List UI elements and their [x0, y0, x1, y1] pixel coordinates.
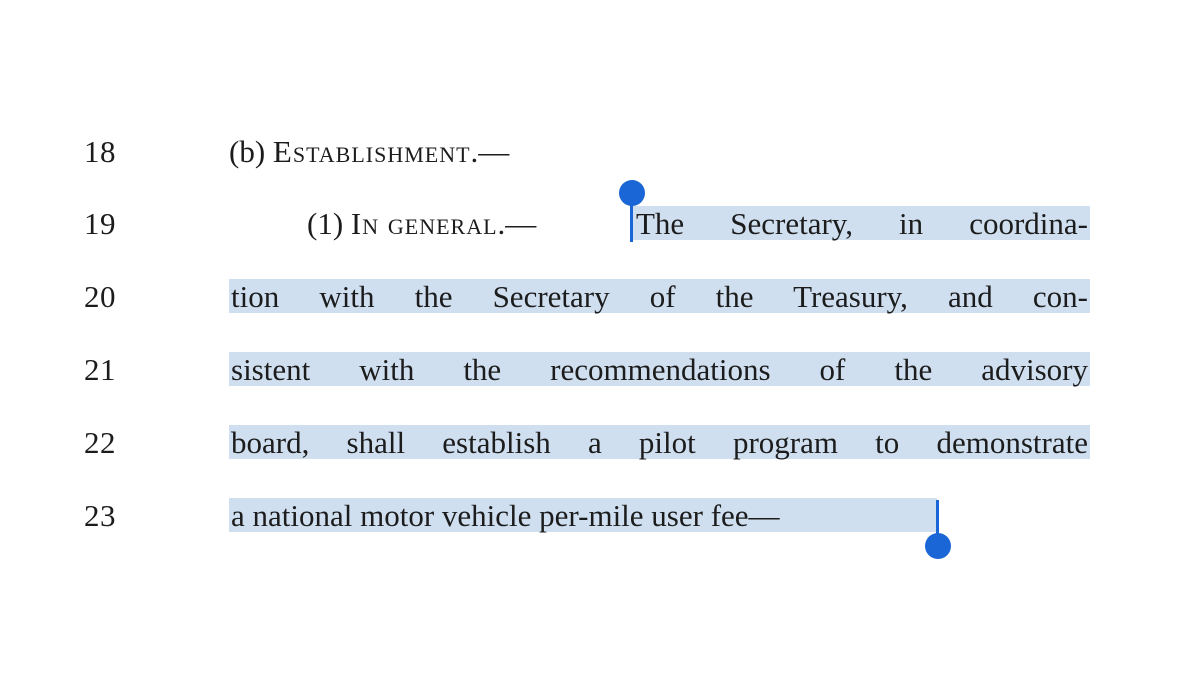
- section-heading: Establishment: [272, 134, 471, 169]
- paragraph-heading-line: [307, 206, 536, 242]
- selected-text[interactable]: sistent with the recommendations of the advisory: [231, 352, 1088, 387]
- paragraph-label: (1): [307, 206, 351, 241]
- selected-text-line[interactable]: [231, 352, 1088, 388]
- line-number: 21: [84, 352, 116, 387]
- selection-start-handle[interactable]: [619, 180, 645, 206]
- selected-text-line[interactable]: [636, 206, 1088, 242]
- paragraph-heading: In general: [350, 206, 498, 241]
- selected-text[interactable]: board, shall establish a pilot program to demonstrate: [231, 425, 1088, 460]
- selected-text[interactable]: tion with the Secretary of the Treasury, and con-: [231, 279, 1088, 314]
- line-number: 19: [84, 206, 116, 241]
- line-number: 20: [84, 279, 116, 314]
- selected-text-line[interactable]: [231, 279, 1088, 315]
- selected-text[interactable]: a national motor vehicle per-mile user fee—: [231, 498, 780, 533]
- section-heading-line: [229, 134, 509, 170]
- selection-end-handle[interactable]: [925, 533, 951, 559]
- line-number: 18: [84, 134, 116, 169]
- heading-dash: .—: [470, 134, 510, 169]
- selected-text[interactable]: The Secretary, in coordina-: [636, 206, 1088, 241]
- line-number: 23: [84, 498, 116, 533]
- section-label: (b): [229, 134, 273, 169]
- heading-dash: .—: [497, 206, 537, 241]
- selected-text-line[interactable]: [231, 425, 1088, 461]
- line-number: 22: [84, 425, 116, 460]
- selected-text-line[interactable]: [231, 498, 780, 534]
